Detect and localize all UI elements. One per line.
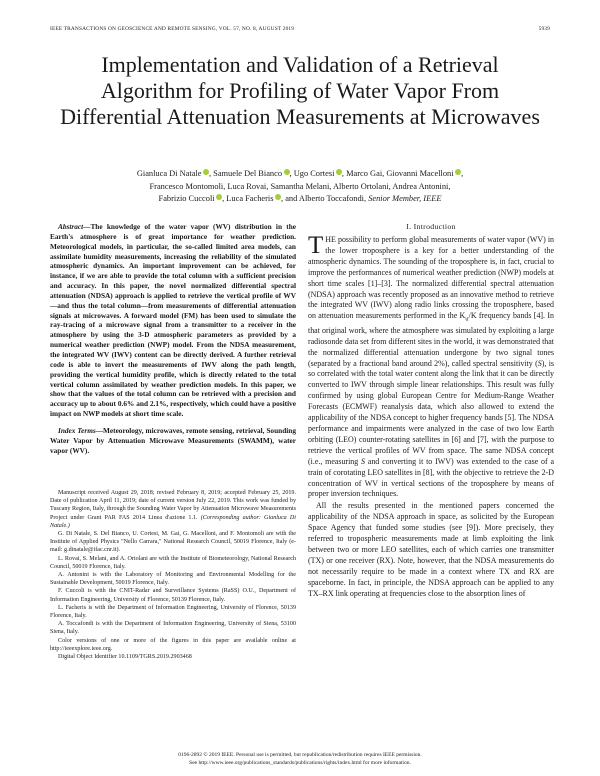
drop-cap: T — [308, 232, 324, 259]
author-list — [60, 168, 540, 206]
abstract-label: Abstract — [58, 222, 84, 231]
author-name: Luca Facheris — [226, 194, 274, 204]
author-name: Ugo Cortesi — [293, 169, 335, 178]
footnote-affiliation: L. Rovai, S. Melani, and A. Ortolani are with the Institute of Biometeorology, National Research Council, 50019 Florence, Italy. — [50, 555, 296, 570]
paper-title: Implementation and Validation of a Retrieval Algorithm for Profiling of Water Vapor From Differential Attenuation Measurements at Microwaves — [60, 52, 540, 129]
author-line-2: Francesco Montomoli, Luca Rovai, Samantha Melani, Alberto Ortolani, Andrea Antonini, — [149, 181, 451, 191]
footnote-affiliation: L. Facheris is with the Department of Information Engineering, University of Florence, 50139 Florence, Italy. — [50, 604, 296, 620]
copyright-notice — [50, 752, 550, 767]
footnotes — [50, 489, 296, 661]
abstract — [50, 222, 296, 419]
running-header — [50, 26, 550, 32]
author-name: Gianluca Di Natale — [136, 169, 202, 178]
section-heading-introduction: I. Introduction — [406, 222, 456, 231]
footnote-affiliation: A. Toccafondi is with the Department of Information Engineering, University of Siena, 53100 Siena, Italy. — [50, 621, 296, 636]
footnote-color-versions: Color versions of one or more of the figures in this paper are available online at http://ieeexplore.ieee.org. — [50, 637, 296, 652]
orcid-icon[interactable] — [336, 169, 342, 175]
orcid-icon[interactable] — [203, 169, 209, 175]
page-number: 5939 — [538, 26, 550, 32]
author-name: Marco Gai — [346, 169, 383, 178]
orcid-icon[interactable] — [284, 169, 290, 175]
author-name: Fabrizio Cuccoli — [158, 194, 215, 204]
footnote-doi: Digital Object Identifier 10.1109/TGRS.2019.2903468 — [58, 654, 192, 661]
author-line-1: Gianluca Di Natale , Samuele Del Bianco , Ugo Cortesi , Marco Gai, Giovanni Macelloni , — [136, 169, 464, 178]
orcid-icon[interactable] — [455, 169, 461, 175]
abstract-text: —The knowledge of the water vapor (WV) distribution in the Earth's atmosphere is of great importance for weather prediction. Meteorological models, in particular, the so-called limited area models, can assimilate humidity measurements, increasing the reliability of the simulated atmospheric dynamics. An important improvement can be achieved, for instance, if we are able to provide the total column with a sufficient precision and accuracy. In this paper, the novel normalized differential spectral attenuation (NDSA) approach is applied to retrieve the vertical profile of WV—and thus the total column—from measurements of differential attenuation signals at microwaves. A forward model (FM) has been used to simulate the ray-tracing of a microwave signal from a transmitter to a receiver in the atmosphere by using the 3-D atmospheric parameters as provided by a numerical weather prediction (NWP) model. From the NDSA measurement, the integrated WV (IWV) content can be directly derived. A further retrieval code is able to invert the measurements of IWV along the path length, providing the vertical humidity profile, which is directly related to the total vertical column assimilated by weather prediction models. In this paper, we show that the values of the total column can be retrieved with a precision and accuracy up to about 0.6% and 2.1%, respectively, which could have a positive impact on NWP models at short time scale. — [50, 222, 296, 419]
right-column — [308, 222, 554, 599]
copyright-line-1: 0196-2892 © 2019 IEEE. Personal use is permitted, but republication/redistribution requires IEEE permission. — [178, 752, 422, 758]
index-terms — [50, 426, 296, 456]
author-name: Samuele Del Bianco — [213, 169, 283, 178]
footnote-affiliation: G. Di Natale, S. Del Bianco, U. Cortesi, M. Gai, G. Macelloni, and F. Montomoli are with the Institute of Applied Physics "Nello Carrara," National Research Council, 50019 Florence, Italy (e-mail: g.dinatale@ifac.cnr.it). — [50, 531, 296, 554]
journal-name: IEEE TRANSACTIONS ON GEOSCIENCE AND REMOTE SENSING, VOL. 57, NO. 8, AUGUST 2019 — [50, 26, 295, 32]
footnote-affiliation: F. Cuccoli is with the CNIT-Radar and Surveillance Systems (RaSS) O.U., Department of Information Engineering, University of Florence, 50139 Florence, Italy. — [50, 588, 296, 603]
left-column — [50, 222, 296, 455]
intro-paragraph-2: All the results presented in the mentioned papers concerned the applicability of the NDSA approach in space, as solicited by the European Space Agency that funded some studies (see [9]). More precisely, they referred to tropospheric measurements made at limb exploiting the link between two or more LEO satellites, each of which carries one transmitter (TX) or one receiver (RX). Note, however, that the NDSA measurements do not necessarily require to be made in a context where TX and RX are spaceborne. In fact, in principle, the NDSA approach can be applied to any TX–RX link operating at frequencies close to the absorption lines of — [308, 501, 554, 598]
footnote-affiliation: A. Antonini is with the Laboratory of Monitoring and Environmental Modelling for the Sustainable Development, 50019 Florence, Italy. — [50, 572, 296, 587]
author-name: , and Alberto Toccafondi, — [281, 194, 367, 204]
corresponding-author: (Corresponding author: Gianluca Di Natale.) — [50, 514, 296, 529]
index-terms-label: Index Terms — [58, 425, 96, 435]
author-role: Senior Member, IEEE — [366, 194, 442, 204]
copyright-line-2: See http://www.ieee.org/publications_standards/publications/rights/index.html for more information. — [189, 759, 411, 766]
orcid-icon[interactable] — [216, 194, 222, 200]
author-name: Giovanni Macelloni — [386, 169, 454, 178]
author-line-3: Fabrizio Cuccoli , Luca Facheris , and Alberto Toccafondi, Senior Member, IEEE — [158, 194, 442, 204]
footnote-manuscript: Manuscript received August 29, 2018; revised February 8, 2019; accepted February 25, 2019. Date of publication April 11, 2019; date of current version July 22, 2019. This work was funded by Tuscany Region, Italy, through the Sounding Water Vapor by Attenuation Microwave Measurements Project under Grant PAR FAS 2014 Linea d'azione 1.1. (Corresponding author: Gianluca Di Natale.) — [50, 490, 296, 529]
intro-paragraph-1: THE possibility to perform global measurements of water vapor (WV) in the lower troposphere is a key for a better understanding of the atmospheric dynamics. The sounding of the troposphere is, in fact, crucial to improve the performances of numerical weather prediction (NWP) models at short time scales [1]–[3]. The normalized differential spectral attenuation (NDSA) approach was recently proposed as an innovative method to retrieve the integrated WV (IWV) along radio links crossing the troposphere, based on attenuation measurements performed in the $K_u/K$ frequency bands [4]. In that original work, where the atmosphere was simulated by exploiting a large radiosonde data set from different sites in the world, it was demonstrated that the normalized differential attenuation undergone by two signal tones (separated by a fractional band around 2%), called spectral sensitivity (S), is so correlated with the total water content along the link that it can be directly converted to IWV through simple linear relationships. This result was fully confirmed by using global European Centre for Medium-Range Weather Forecasts (ECMWF) reanalysis data, which also allowed to extend the applicability of the NDSA concept to higher frequency bands [5]. The NDSA performance and impairments were analyzed in the case of two low Earth orbiting (LEO) counter-rotating satellites in [6] and [7], with the purpose to retrieve the vertical profiles of WV from space. The same NDSA concept (i.e., measuring S and converting it to IWV) was extended to the case of a train of corotating LEO satellites in [8], with the objective to retrieve the 2-D concentration of WV in vertical sections of the troposphere by means of proper inversion techniques. — [308, 232, 554, 499]
index-terms-text: —Meteorology, microwaves, remote sensing, retrieval, Sounding Water Vapor by Attenuation Microwave Measurements (SWAMM), water vapor (WV). — [50, 425, 296, 455]
